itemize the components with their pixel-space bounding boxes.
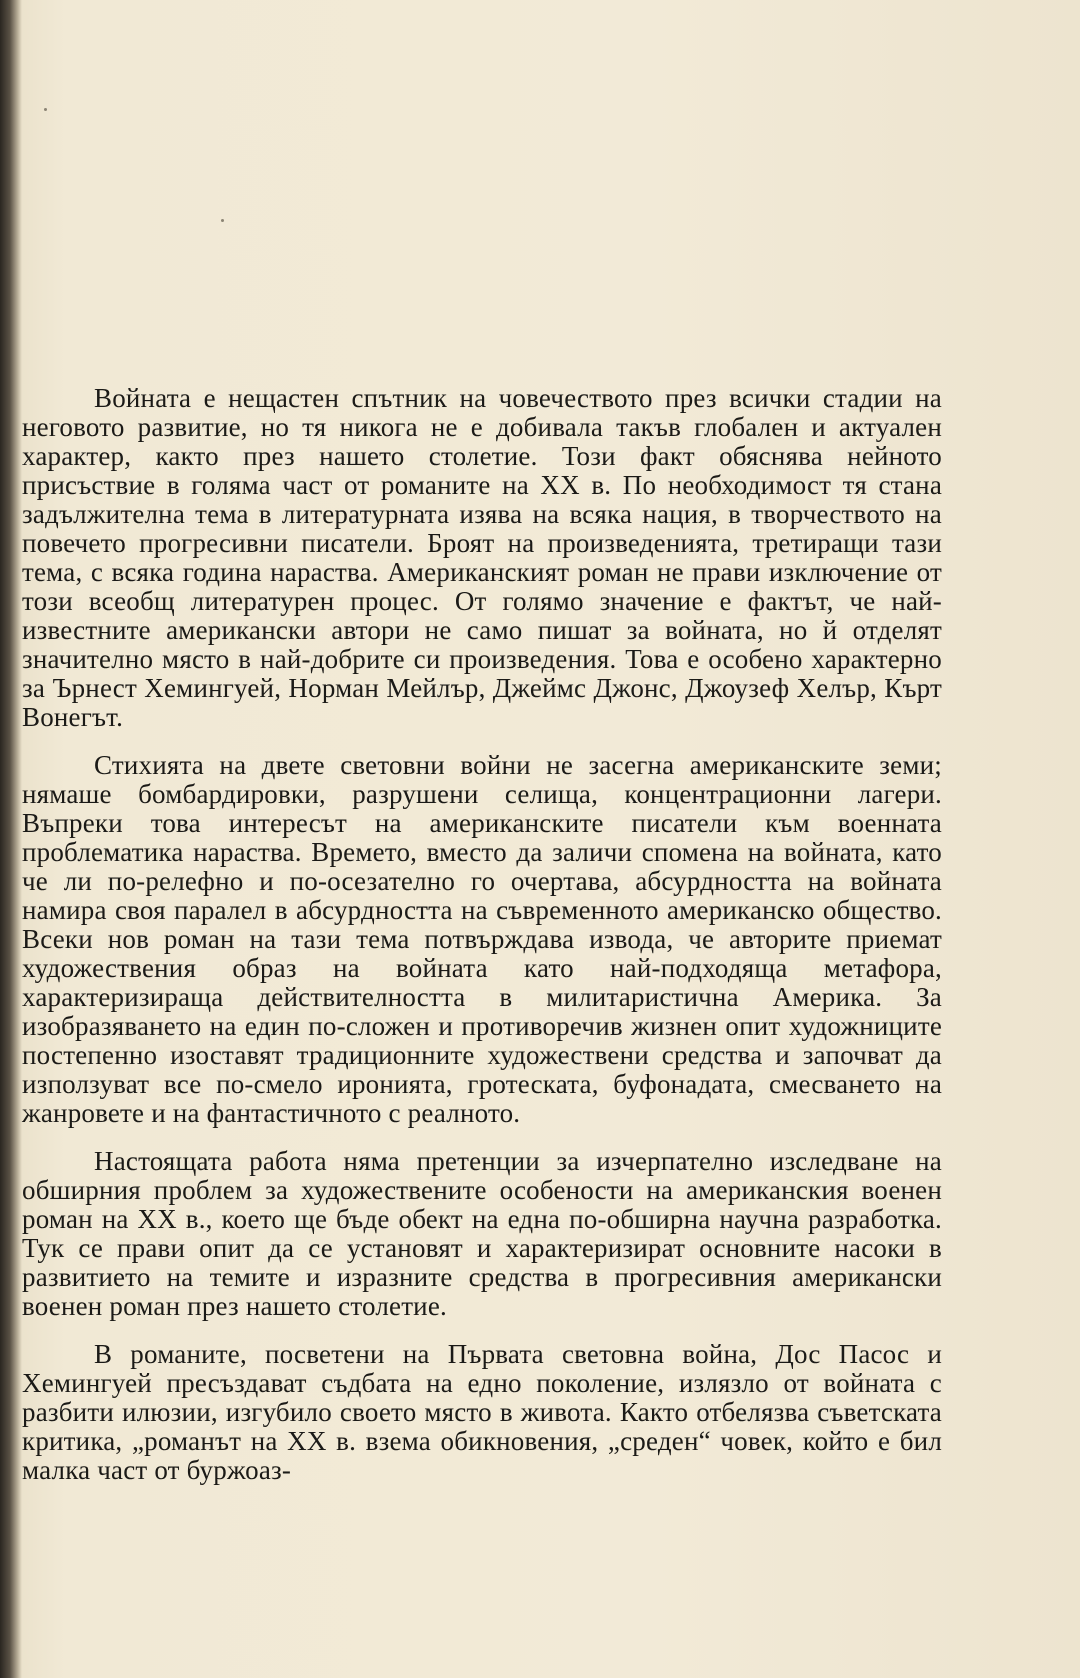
paper-speck [44, 108, 47, 111]
paragraph-1: Войната е нещастен спътник на човечеството през всички стадии на неговото развитие, но тя никога не е добивала такъв глобален и актуален характер, както през нашето столетие. Този факт обяснява нейното присъствие в голяма част от романите на XX в. По необходимост тя стана задължителна тема в литературната изява на всяка нация, в творчеството на повечето прогресивни писатели. Броят на произведенията, третиращи тази тема, с всяка година нараства. Американският роман не прави изключение от този всеобщ литературен процес. От голямо значение е фактът, че най-известните американски автори не само пишат за войната, но й отделят значително място в най-добрите си произведения. Това е особено характерно за Ърнест Хемингуей, Норман Мейлър, Джеймс Джонс, Джоузеф Хелър, Кърт Вонегът. [22, 383, 942, 732]
body-text [22, 384, 942, 1485]
paragraph-4: В романите, посветени на Първата световна война, Дос Пасос и Хемингуей пресъздават съдбата на едно поколение, излязло от войната с разбити илюзии, изгубило своето място в живота. Както отбелязва съветската критика, „романът на XX в. взема обикновения, „среден“ човек, който е бил малка част от буржоаз- [22, 1339, 942, 1485]
paper-speck [221, 219, 224, 222]
book-spine-shadow [0, 0, 22, 1678]
paragraph-2: Стихията на двете световни войни не засегна американските земи; нямаше бомбардировки, разрушени селища, концентрационни лагери. Въпреки това интересът на американските писатели към военната проблематика нараства. Времето, вместо да заличи спомена на войната, като че ли по-релефно и по-осезателно го очертава, абсурдността на войната намира своя паралел в абсурдността на съвременното американско общество. Всеки нов роман на тази тема потвърждава извода, че авторите приемат художествения образ на войната като най-подходяща метафора, характеризираща действителността в милитаристична Америка. За изобразяването на един по-сложен и противоречив жизнен опит художниците постепенно изоставят традиционните художествени средства и започват да използуват все по-смело иронията, гротеската, буфонадата, смесването на жанровете и на фантастичното с реалното. [22, 750, 942, 1128]
paragraph-3: Настоящата работа няма претенции за изчерпателно изследване на обширния проблем за художествените особености на американския военен роман на XX в., което ще бъде обект на една по-обширна научна разработка. Тук се прави опит да се установят и характеризират основните насоки в развитието на темите и изразните средства в прогресивния американски военен роман през нашето столетие. [22, 1146, 942, 1321]
